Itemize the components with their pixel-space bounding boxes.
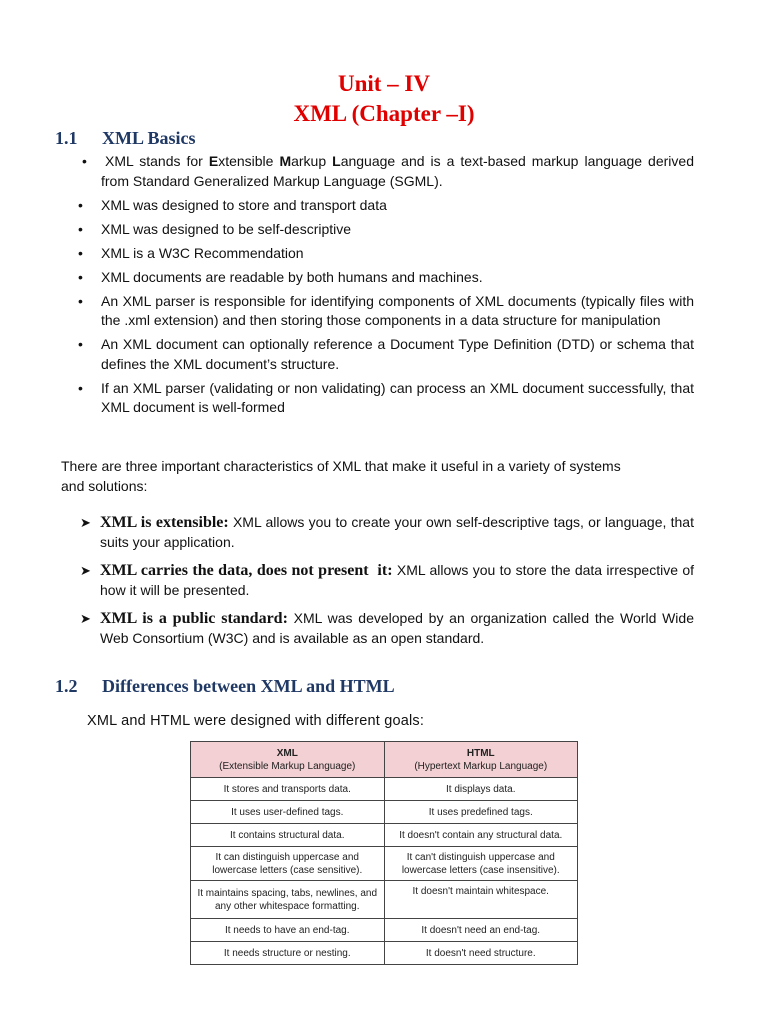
list-item: [80, 609, 694, 648]
list-item: [80, 513, 694, 552]
html-cell: It displays data.: [384, 778, 578, 801]
table-row: [191, 801, 578, 824]
section-heading-xml-basics: [55, 127, 196, 149]
characteristic-text: XML allows you to store the data irrespective of how it will be presented.: [100, 562, 695, 598]
characteristic-text: XML allows you to create your own self-descriptive tags, or language, that suits your application.: [100, 514, 694, 550]
section-heading-differences: [55, 675, 395, 697]
html-cell: It can't distinguish uppercase and lowercase letters (case insensitive).: [384, 847, 578, 881]
list-item: • If an XML parser (validating or non validating) can process an XML document successfully, that XML document is well-formed: [76, 379, 694, 418]
unit-title: Unit – IV: [337, 71, 430, 96]
characteristic-term: XML is extensible:: [100, 514, 229, 531]
list-item: [80, 561, 694, 600]
characteristic-term: XML carries the data, does not present it:: [100, 562, 393, 579]
arrow-bullet-icon: ➤: [80, 515, 91, 530]
html-cell: It doesn't need an end-tag.: [384, 919, 578, 942]
xml-html-comparison-table: [190, 741, 578, 965]
table-row: [191, 942, 578, 965]
table-row: [191, 778, 578, 801]
xml-cell: It can distinguish uppercase and lowercase letters (case sensitive).: [191, 847, 385, 881]
list-item: • XML documents are readable by both humans and machines.: [76, 268, 694, 288]
list-item: • XML is a W3C Recommendation: [76, 244, 694, 264]
xml-basics-list: [76, 152, 694, 422]
header-xml: XML (Extensible Markup Language): [191, 742, 385, 778]
characteristic-text: XML was developed by an organization called the World Wide Web Consortium (W3C) and is available as an open standard.: [100, 610, 694, 646]
list-item: • An XML parser is responsible for identifying components of XML documents (typically files with the .xml extension) and then storing those components in a data structure for manipulation: [76, 292, 694, 331]
differences-intro: XML and HTML were designed with different goals:: [87, 713, 425, 729]
arrow-bullet-icon: ➤: [80, 611, 91, 626]
xml-cell: It stores and transports data.: [191, 778, 385, 801]
html-cell: It doesn't need structure.: [384, 942, 578, 965]
xml-cell: It contains structural data.: [191, 824, 385, 847]
section-title: Differences between XML and HTML: [102, 676, 395, 696]
xml-cell: It needs to have an end-tag.: [191, 919, 385, 942]
list-item: • XML stands for Extensible Markup Language and is a text-based markup language derived from Standard Generalized Markup Language (SGML).: [76, 152, 694, 191]
xml-cell: It uses user-defined tags.: [191, 801, 385, 824]
xml-cell: It needs structure or nesting.: [191, 942, 385, 965]
header-html: HTML (Hypertext Markup Language): [384, 742, 578, 778]
html-cell: It uses predefined tags.: [384, 801, 578, 824]
section-number: 1.1: [55, 128, 78, 148]
table-row: [191, 881, 578, 919]
section-title: XML Basics: [102, 128, 196, 148]
list-item: • XML was designed to be self-descriptive: [76, 220, 694, 240]
characteristic-term: XML is a public standard:: [100, 610, 288, 627]
list-item: • XML was designed to store and transport data: [76, 196, 694, 216]
chapter-title: XML (Chapter –I): [293, 101, 475, 126]
xml-cell: It maintains spacing, tabs, newlines, and any other whitespace formatting.: [191, 881, 385, 919]
html-cell: It doesn't contain any structural data.: [384, 824, 578, 847]
arrow-bullet-icon: ➤: [80, 563, 91, 578]
list-item: • An XML document can optionally reference a Document Type Definition (DTD) or schema that defines the XML document’s structure.: [76, 335, 694, 374]
table-row: [191, 847, 578, 881]
characteristics-list: [80, 513, 694, 657]
table-row: [191, 824, 578, 847]
html-cell: It doesn't maintain whitespace.: [384, 881, 578, 919]
section-number: 1.2: [55, 676, 78, 696]
table-header-row: [191, 742, 578, 778]
table-row: [191, 919, 578, 942]
characteristics-intro: There are three important characteristics of XML that make it useful in a variety of systems and solutions:: [61, 458, 621, 494]
